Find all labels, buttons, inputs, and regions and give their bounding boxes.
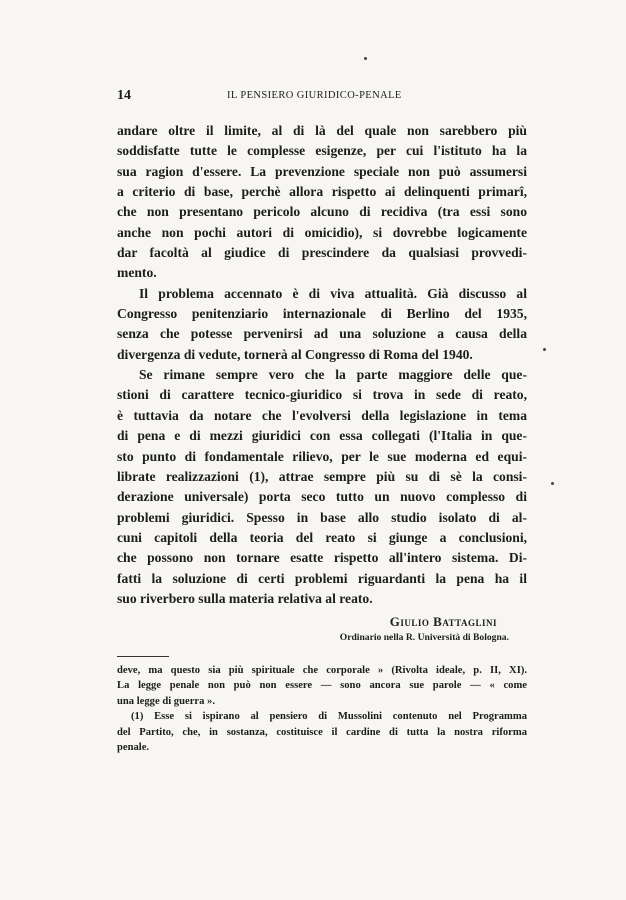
footnotes [117, 663, 527, 755]
text-line: sto punto di fondamentale rilievo, per le sue moderna ed equi- [117, 448, 527, 464]
text-line: dar facoltà al giudice di prescindere da qualsiasi provvedi- [117, 245, 527, 261]
text-line: che possono non tornare esatte rispetto all'intero sistema. Di- [117, 550, 527, 566]
text-line: sua ragion d'essere. La prevenzione speciale non può assumersi [117, 163, 527, 179]
print-speck [543, 348, 546, 351]
footnote-line: deve, ma questo sia più spirituale che corporale » (Rivolta ideale, p. II, XI). [117, 665, 527, 676]
print-speck [551, 482, 554, 485]
text-line: Congresso penitenziario internazionale di Berlino del 1935, [117, 306, 527, 322]
text-line: problemi giuridici. Spesso in base allo studio isolato di al- [117, 509, 527, 525]
text-line: stioni di carattere tecnico-giuridico si trova in sede di reato, [117, 387, 527, 403]
author-role: Ordinario nella R. Università di Bologna. [339, 632, 509, 643]
text-line: fatti la soluzione di certi problemi riguardanti la pena ha il [117, 570, 527, 586]
text-line: derazione universale) porta seco tutto un nuovo complesso di [117, 489, 527, 505]
text-line: divergenza di vedute, tornerà al Congresso di Roma del 1940. [117, 346, 473, 362]
print-speck [364, 57, 367, 60]
text-line: librate realizzazioni (1), attrae sempre più su di sè la consi- [117, 468, 527, 484]
author-name: Giulio Battaglini [389, 614, 497, 629]
text-line: soddisfatte tutte le complesse esigenze, per cui l'istituto ha la [117, 143, 527, 159]
text-line: a criterio di base, perchè allora rispetto ai delinquenti primarî, [117, 184, 527, 200]
footnote-rule [117, 656, 169, 657]
page-header [117, 88, 527, 110]
text-line: Il problema accennato è di viva attualità. Già discusso al [139, 285, 527, 301]
text-line: suo riverbero sulla materia relativa al reato. [117, 590, 373, 606]
paragraph-1 [117, 121, 527, 284]
text-line: di pena e di mezzi giuridici con essa collegati (l'Italia in que- [117, 428, 527, 444]
body-text [117, 121, 527, 609]
paragraph-3 [117, 365, 527, 609]
footnote-line: (1) Esse si ispirano al pensiero di Mussolini contenuto nel Programma [131, 711, 527, 723]
text-line: andare oltre il limite, al di là del quale non sarebbero più [117, 123, 527, 138]
text-line: che non presentano pericolo alcuno di recidiva (tra essi sono [117, 204, 527, 220]
text-line: mento. [117, 265, 157, 281]
footnote-line: una legge di guerra ». [117, 695, 215, 707]
text-line: anche non pochi autori di omicidio), si dovrebbe logicamente [117, 224, 527, 240]
text-line: è tuttavia da notare che l'evolversi della legislazione in tema [117, 407, 527, 423]
running-title: IL PENSIERO GIURIDICO-PENALE [227, 90, 402, 101]
text-line: cuni capitoli della teoria del reato si giunge a conclusioni, [117, 529, 527, 545]
footnote-line: penale. [117, 742, 150, 754]
paragraph-2 [117, 284, 527, 365]
text-line: senza che potesse pervenirsi ad una soluzione a causa della [117, 326, 527, 342]
page-number: 14 [117, 88, 131, 103]
footnote-line: La legge penale non può non essere — sono ancora sue parole — « come [117, 680, 527, 692]
text-line: Se rimane sempre vero che la parte maggiore delle que- [139, 367, 527, 383]
signature-block [117, 614, 527, 643]
footnote-line: del Partito, che, in sostanza, costituisce il cardine di tutta la nostra riforma [117, 726, 527, 738]
